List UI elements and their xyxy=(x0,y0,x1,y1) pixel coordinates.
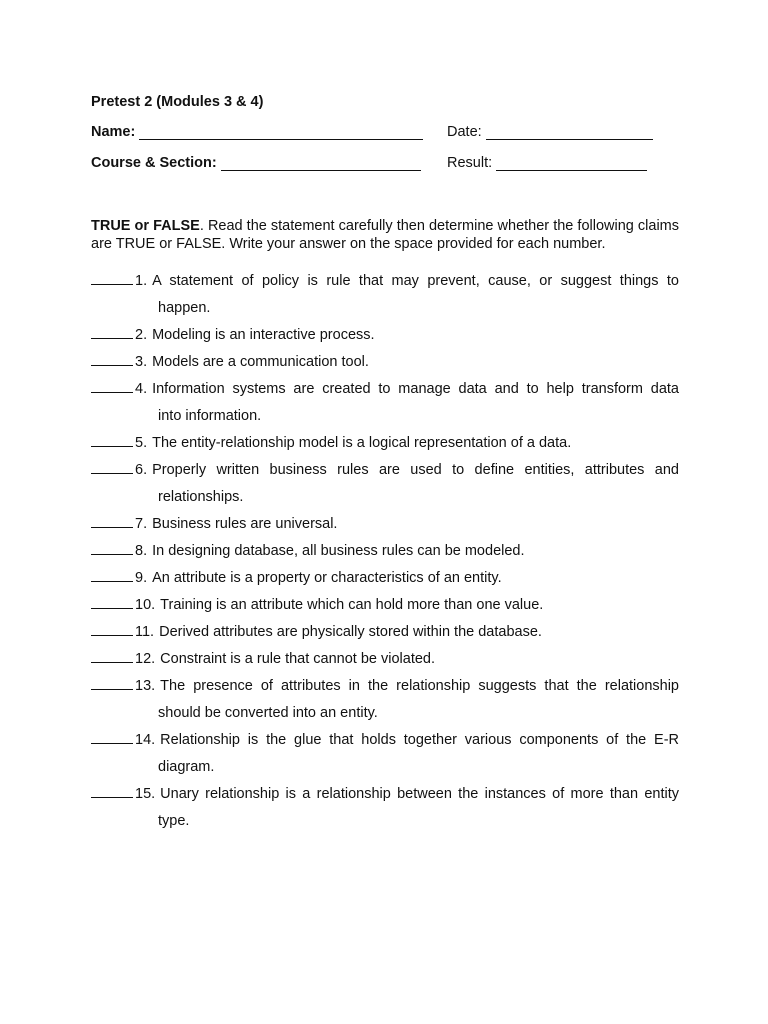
question-text: Derived attributes are physically stored within the database. xyxy=(159,624,542,640)
question-number: 6. xyxy=(135,462,148,478)
result-label: Result: xyxy=(447,155,493,171)
question-text-continuation: type. xyxy=(158,813,190,829)
question-text: In designing database, all business rules can be modeled. xyxy=(152,543,525,559)
instructions-text: . Read the statement carefully then determine whether the following claims are TRUE or FALSE. Write your answer on the space provided for each number. xyxy=(91,218,679,252)
question-number: 11. xyxy=(135,624,155,640)
question-text: A statement of policy is rule that may prevent, cause, or suggest things to xyxy=(152,273,679,289)
answer-blank[interactable] xyxy=(91,378,133,393)
question-row xyxy=(91,349,679,376)
question-row xyxy=(91,619,679,646)
answer-blank[interactable] xyxy=(91,621,133,636)
question-item xyxy=(91,376,679,430)
page-title: Pretest 2 (Modules 3 & 4) xyxy=(91,94,264,110)
question-item xyxy=(91,592,679,619)
instructions xyxy=(91,217,679,253)
answer-blank[interactable] xyxy=(91,567,133,582)
answer-blank[interactable] xyxy=(91,783,133,798)
answer-blank[interactable] xyxy=(91,648,133,663)
question-row xyxy=(91,268,679,295)
question-text: Properly written business rules are used to define entities, attributes and xyxy=(152,462,679,478)
name-blank[interactable] xyxy=(139,125,423,140)
answer-blank[interactable] xyxy=(91,459,133,474)
question-number: 1. xyxy=(135,273,148,289)
answer-blank[interactable] xyxy=(91,540,133,555)
question-text-continuation: into information. xyxy=(158,408,262,424)
question-row xyxy=(91,592,679,619)
answer-blank[interactable] xyxy=(91,324,133,339)
name-field xyxy=(91,124,423,140)
question-row xyxy=(91,511,679,538)
question-row xyxy=(91,430,679,457)
question-item xyxy=(91,781,679,835)
question-row xyxy=(91,322,679,349)
question-item xyxy=(91,511,679,538)
question-item xyxy=(91,646,679,673)
instructions-heading: TRUE or FALSE xyxy=(91,218,200,234)
course-section-field xyxy=(91,155,421,171)
question-item xyxy=(91,538,679,565)
question-text: Models are a communication tool. xyxy=(152,354,369,370)
question-row xyxy=(91,727,679,754)
answer-blank[interactable] xyxy=(91,729,133,744)
question-text-continuation: relationships. xyxy=(158,489,244,505)
question-number: 4. xyxy=(135,381,148,397)
question-row xyxy=(91,457,679,484)
answer-blank[interactable] xyxy=(91,594,133,609)
question-text: Information systems are created to manage data and to help transform data xyxy=(152,381,679,397)
result-blank[interactable] xyxy=(496,156,647,171)
name-label: Name: xyxy=(91,124,136,140)
question-number: 12. xyxy=(135,651,156,667)
answer-blank[interactable] xyxy=(91,270,133,285)
question-number: 14. xyxy=(135,732,156,748)
question-row xyxy=(91,565,679,592)
date-label: Date: xyxy=(447,124,482,140)
question-number: 2. xyxy=(135,327,148,343)
question-text: Modeling is an interactive process. xyxy=(152,327,375,343)
date-field xyxy=(447,124,653,140)
question-item xyxy=(91,322,679,349)
question-number: 9. xyxy=(135,570,148,586)
question-row xyxy=(91,673,679,700)
question-text: Business rules are universal. xyxy=(152,516,338,532)
question-item xyxy=(91,727,679,781)
question-item xyxy=(91,673,679,727)
question-row xyxy=(91,538,679,565)
course-section-label: Course & Section: xyxy=(91,155,217,171)
question-number: 7. xyxy=(135,516,148,532)
question-text: The presence of attributes in the relationship suggests that the relationship xyxy=(160,678,679,694)
question-item xyxy=(91,457,679,511)
answer-blank[interactable] xyxy=(91,351,133,366)
question-number: 15. xyxy=(135,786,156,802)
question-text: Unary relationship is a relationship between the instances of more than entity xyxy=(160,786,679,802)
course-section-blank[interactable] xyxy=(221,156,421,171)
question-text-continuation: diagram. xyxy=(158,759,215,775)
name-date-row xyxy=(91,124,681,144)
question-row xyxy=(91,781,679,808)
question-list xyxy=(91,268,679,835)
answer-blank[interactable] xyxy=(91,432,133,447)
date-blank[interactable] xyxy=(486,125,653,140)
question-text: Training is an attribute which can hold more than one value. xyxy=(160,597,544,613)
question-item xyxy=(91,565,679,592)
question-text: The entity-relationship model is a logical representation of a data. xyxy=(152,435,572,451)
question-number: 10. xyxy=(135,597,156,613)
question-number: 13. xyxy=(135,678,156,694)
question-number: 3. xyxy=(135,354,148,370)
question-row xyxy=(91,646,679,673)
question-item xyxy=(91,430,679,457)
answer-blank[interactable] xyxy=(91,513,133,528)
question-item xyxy=(91,349,679,376)
question-row xyxy=(91,376,679,403)
question-text-continuation: should be converted into an entity. xyxy=(158,705,378,721)
question-text-continuation: happen. xyxy=(158,300,211,316)
question-text: Relationship is the glue that holds together various components of the E-R xyxy=(160,732,679,748)
result-field xyxy=(447,155,647,171)
question-text: Constraint is a rule that cannot be violated. xyxy=(160,651,436,667)
course-result-row xyxy=(91,155,681,175)
question-number: 5. xyxy=(135,435,148,451)
question-item xyxy=(91,619,679,646)
question-text: An attribute is a property or characteristics of an entity. xyxy=(152,570,502,586)
question-number: 8. xyxy=(135,543,148,559)
question-item xyxy=(91,268,679,322)
answer-blank[interactable] xyxy=(91,675,133,690)
